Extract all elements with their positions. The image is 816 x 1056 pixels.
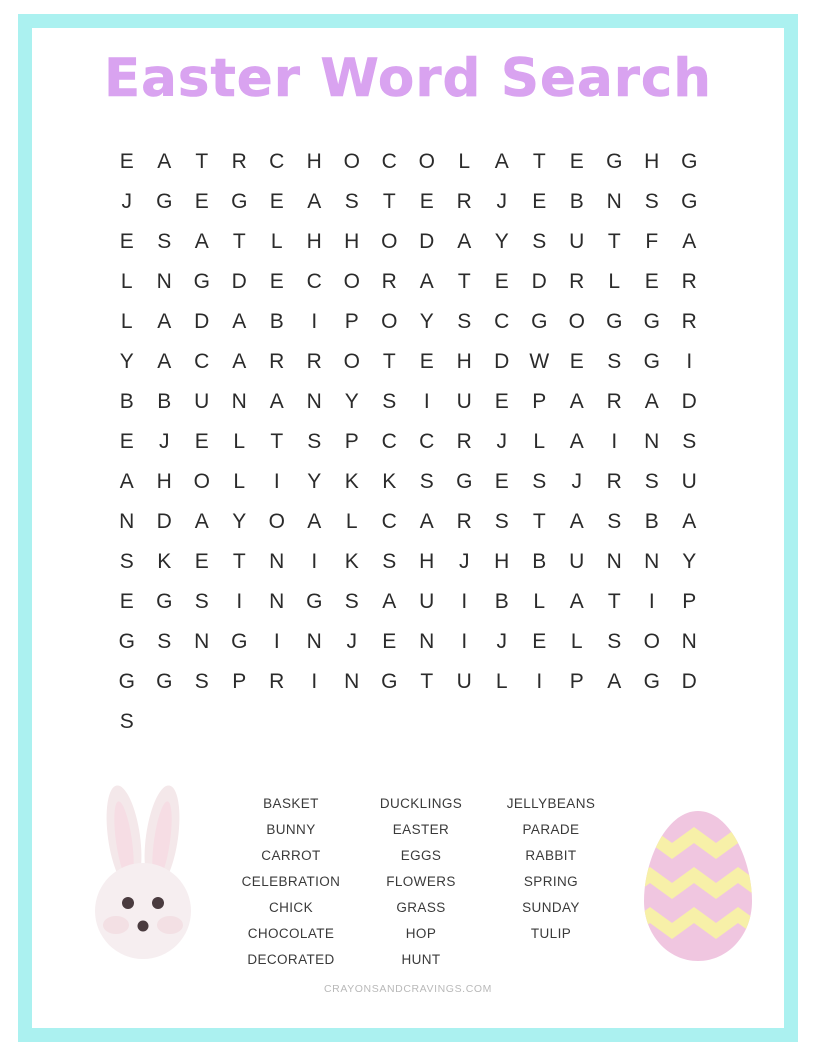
grid-cell: S	[607, 350, 622, 374]
grid-cell: S	[119, 550, 134, 574]
grid-cell: A	[607, 670, 622, 694]
word-list-item: DECORATED	[247, 952, 335, 968]
grid-cell: R	[569, 270, 585, 294]
grid-cell: S	[457, 310, 472, 334]
grid-cell: G	[156, 590, 173, 614]
grid-cell: I	[461, 630, 468, 654]
grid-cell: G	[381, 670, 398, 694]
grid-cell: N	[269, 550, 285, 574]
grid-cell: S	[682, 430, 697, 454]
grid-cell: N	[419, 630, 435, 654]
grid-cell: T	[607, 230, 621, 254]
grid-cell: A	[682, 230, 697, 254]
grid-cell: J	[159, 430, 170, 454]
word-list-item: HUNT	[401, 952, 441, 968]
grid-cell: E	[644, 270, 659, 294]
grid-cell: G	[156, 190, 173, 214]
word-list	[226, 791, 616, 973]
grid-cell: J	[346, 630, 357, 654]
grid-cell: G	[643, 670, 660, 694]
word-list-item: BASKET	[263, 796, 319, 812]
grid-cell: T	[232, 550, 246, 574]
word-list-item: CHOCOLATE	[247, 926, 335, 942]
credit-text: CRAYONSANDCRAVINGS.COM	[324, 983, 492, 996]
grid-cell: E	[382, 630, 397, 654]
grid-cell: C	[381, 510, 397, 534]
grid-cell: Y	[307, 470, 322, 494]
grid-cell: E	[494, 470, 509, 494]
grid-cell: T	[195, 150, 209, 174]
grid-cell: S	[419, 470, 434, 494]
word-list-item: EGGS	[400, 848, 442, 864]
grid-cell: G	[606, 150, 623, 174]
grid-cell: H	[644, 150, 660, 174]
grid-cell: G	[231, 630, 248, 654]
grid-cell: O	[268, 510, 285, 534]
grid-cell: I	[273, 470, 280, 494]
grid-cell: A	[307, 190, 322, 214]
grid-cell: T	[232, 230, 246, 254]
grid-cell: B	[644, 510, 659, 534]
grid-cell: H	[419, 550, 435, 574]
grid-cell: N	[344, 670, 360, 694]
grid-cell: S	[194, 590, 209, 614]
grid-cell: D	[194, 310, 210, 334]
grid-cell: Y	[344, 390, 359, 414]
grid-cell: H	[306, 150, 322, 174]
grid-cell: U	[456, 390, 472, 414]
grid-cell: G	[231, 190, 248, 214]
grid-cell: N	[606, 190, 622, 214]
grid-cell: P	[344, 310, 359, 334]
grid-cell: S	[157, 230, 172, 254]
grid-cell: E	[194, 550, 209, 574]
word-list-item: GRASS	[396, 900, 446, 916]
grid-cell: R	[606, 390, 622, 414]
grid-cell: F	[645, 230, 659, 254]
grid-cell: N	[644, 550, 660, 574]
grid-cell: A	[569, 510, 584, 534]
grid-cell: P	[569, 670, 584, 694]
grid-cell: S	[344, 190, 359, 214]
grid-cell: J	[496, 630, 507, 654]
grid-cell: E	[269, 190, 284, 214]
grid-cell: Y	[682, 550, 697, 574]
grid-cell: E	[119, 590, 134, 614]
grid-cell: L	[458, 150, 471, 174]
grid-cell: P	[682, 590, 697, 614]
easter-egg-illustration	[638, 809, 758, 964]
grid-cell: C	[494, 310, 510, 334]
grid-cell: C	[381, 150, 397, 174]
grid-cell: R	[456, 510, 472, 534]
grid-cell: R	[606, 470, 622, 494]
grid-cell: O	[381, 310, 398, 334]
grid-cell: D	[681, 670, 697, 694]
grid-cell: B	[157, 390, 172, 414]
grid-cell: O	[381, 230, 398, 254]
grid-cell: A	[419, 270, 434, 294]
grid-cell: E	[269, 270, 284, 294]
grid-cell: S	[607, 630, 622, 654]
word-list-item: TULIP	[530, 926, 572, 942]
grid-cell: L	[345, 510, 358, 534]
grid-cell: I	[611, 430, 618, 454]
grid-cell: D	[531, 270, 547, 294]
grid-cell: B	[569, 190, 584, 214]
word-list-item: SPRING	[523, 874, 579, 890]
grid-cell: T	[607, 590, 621, 614]
grid-cell: Y	[494, 230, 509, 254]
grid-cell: I	[273, 630, 280, 654]
grid-cell: T	[420, 670, 434, 694]
grid-cell: A	[382, 590, 397, 614]
grid-cell: I	[311, 550, 318, 574]
grid-cell: H	[344, 230, 360, 254]
page-title: Easter Word Search	[103, 48, 713, 109]
grid-cell: J	[496, 190, 507, 214]
grid-cell: A	[307, 510, 322, 534]
word-list-item: JELLYBEANS	[506, 796, 596, 812]
grid-cell: L	[120, 270, 133, 294]
grid-cell: A	[157, 350, 172, 374]
grid-cell: I	[461, 590, 468, 614]
bottom-section	[46, 779, 770, 996]
grid-cell: A	[157, 310, 172, 334]
grid-cell: E	[194, 190, 209, 214]
grid-cell: D	[419, 230, 435, 254]
grid-cell: D	[681, 390, 697, 414]
grid-cell: Y	[419, 310, 434, 334]
grid-cell: R	[456, 430, 472, 454]
word-list-column	[226, 791, 356, 973]
grid-cell: P	[532, 390, 547, 414]
grid-cell: U	[456, 670, 472, 694]
grid-cell: J	[459, 550, 470, 574]
grid-cell: E	[494, 390, 509, 414]
grid-cell: A	[232, 350, 247, 374]
grid-cell: S	[532, 230, 547, 254]
bunny-illustration	[76, 779, 211, 969]
word-list-item: CARROT	[261, 848, 321, 864]
grid-cell: L	[533, 430, 546, 454]
grid-cell: Y	[119, 350, 134, 374]
grid-cell: L	[233, 470, 246, 494]
grid-cell: G	[606, 310, 623, 334]
grid-cell: O	[343, 270, 360, 294]
grid-cell: A	[194, 510, 209, 534]
grid-cell: G	[193, 270, 210, 294]
grid-cell: R	[456, 190, 472, 214]
grid-cell: B	[532, 550, 547, 574]
grid-cell: E	[494, 270, 509, 294]
grid-cell: I	[686, 350, 693, 374]
grid-cell: H	[456, 350, 472, 374]
grid-cell: A	[119, 470, 134, 494]
grid-cell: A	[569, 430, 584, 454]
grid-cell: A	[194, 230, 209, 254]
grid-cell: O	[643, 630, 660, 654]
grid-cell: E	[419, 190, 434, 214]
grid-cell: L	[270, 230, 283, 254]
grid-cell: H	[156, 470, 172, 494]
grid-cell: A	[569, 590, 584, 614]
grid-cell: S	[119, 710, 134, 734]
grid-cell: G	[156, 670, 173, 694]
grid-cell: B	[119, 390, 134, 414]
grid-cell: N	[644, 430, 660, 454]
grid-cell: E	[569, 150, 584, 174]
grid-cell: U	[569, 550, 585, 574]
grid-cell: L	[608, 270, 621, 294]
grid-cell: G	[681, 150, 698, 174]
grid-cell: E	[119, 150, 134, 174]
grid-cell: K	[344, 470, 359, 494]
grid-cell: S	[644, 190, 659, 214]
grid-cell: K	[157, 550, 172, 574]
grid-cell: E	[194, 430, 209, 454]
grid-cell: K	[344, 550, 359, 574]
grid-cell: T	[532, 510, 546, 534]
grid-cell: Y	[232, 510, 247, 534]
grid-cell: P	[232, 670, 247, 694]
grid-cell: N	[156, 270, 172, 294]
grid-cell: I	[536, 670, 543, 694]
grid-cell: U	[194, 390, 210, 414]
grid-cell: I	[311, 310, 318, 334]
grid-cell: D	[156, 510, 172, 534]
grid-cell: C	[381, 430, 397, 454]
grid-cell: S	[607, 510, 622, 534]
grid-cell: A	[419, 510, 434, 534]
grid-cell: A	[457, 230, 472, 254]
grid-cell: T	[457, 270, 471, 294]
grid-cell: J	[571, 470, 582, 494]
grid-cell: H	[306, 230, 322, 254]
grid-cell: P	[344, 430, 359, 454]
grid-cell: U	[569, 230, 585, 254]
grid-cell: N	[194, 630, 210, 654]
grid-cell: E	[569, 350, 584, 374]
grid-cell: G	[643, 350, 660, 374]
grid-cell: B	[494, 590, 509, 614]
grid-cell: L	[570, 630, 583, 654]
grid-cell: A	[232, 310, 247, 334]
grid-cell: I	[648, 590, 655, 614]
word-list-item: CELEBRATION	[241, 874, 341, 890]
grid-cell: A	[157, 150, 172, 174]
grid-cell: S	[494, 510, 509, 534]
word-list-item: SUNDAY	[522, 900, 580, 916]
grid-cell: D	[494, 350, 510, 374]
grid-cell: U	[419, 590, 435, 614]
grid-cell: T	[270, 430, 284, 454]
grid-cell: K	[382, 470, 397, 494]
page-content	[46, 40, 770, 1016]
grid-cell: C	[269, 150, 285, 174]
grid-cell: A	[494, 150, 509, 174]
grid-cell: N	[269, 590, 285, 614]
grid-cell: O	[418, 150, 435, 174]
grid-cell: J	[496, 430, 507, 454]
grid-cell: U	[681, 470, 697, 494]
grid-cell: C	[419, 430, 435, 454]
grid-cell: O	[568, 310, 585, 334]
grid-cell: G	[306, 590, 323, 614]
grid-cell: L	[120, 310, 133, 334]
grid-cell: S	[157, 630, 172, 654]
grid-cell: S	[344, 590, 359, 614]
grid-cell: T	[382, 350, 396, 374]
grid-cell: O	[343, 150, 360, 174]
grid-cell: I	[423, 390, 430, 414]
grid-cell: S	[644, 470, 659, 494]
grid-cell: W	[529, 350, 550, 374]
grid-cell: A	[644, 390, 659, 414]
word-list-item: HOP	[405, 926, 437, 942]
word-list-column	[356, 791, 486, 973]
grid-cell: G	[118, 670, 135, 694]
word-list-item: CHICK	[268, 900, 313, 916]
grid-cell: R	[681, 270, 697, 294]
grid-cell: N	[119, 510, 135, 534]
grid-cell: S	[194, 670, 209, 694]
grid-cell: R	[269, 670, 285, 694]
grid-cell: S	[532, 470, 547, 494]
grid-cell: A	[269, 390, 284, 414]
grid-cell: C	[194, 350, 210, 374]
grid-cell: E	[119, 430, 134, 454]
grid-cell: J	[121, 190, 132, 214]
grid-cell: E	[419, 350, 434, 374]
grid-cell: R	[231, 150, 247, 174]
word-list-column	[486, 791, 616, 973]
word-list-item: PARADE	[522, 822, 580, 838]
word-list-item: FLOWERS	[386, 874, 456, 890]
grid-cell: G	[118, 630, 135, 654]
grid-cell: R	[681, 310, 697, 334]
grid-cell: G	[456, 470, 473, 494]
grid-cell: I	[236, 590, 243, 614]
grid-cell: N	[231, 390, 247, 414]
grid-cell: N	[306, 630, 322, 654]
grid-cell: H	[494, 550, 510, 574]
grid-cell: R	[269, 350, 285, 374]
word-search-grid	[108, 150, 708, 733]
word-list-item: EASTER	[392, 822, 450, 838]
grid-cell: R	[306, 350, 322, 374]
grid-cell: G	[681, 190, 698, 214]
word-list-item: BUNNY	[266, 822, 316, 838]
grid-cell: T	[532, 150, 546, 174]
grid-cell: B	[269, 310, 284, 334]
grid-cell: N	[606, 550, 622, 574]
grid-cell: O	[193, 470, 210, 494]
grid-cell: L	[495, 670, 508, 694]
grid-cell: L	[233, 430, 246, 454]
grid-cell: A	[569, 390, 584, 414]
grid-cell: O	[343, 350, 360, 374]
grid-cell: N	[306, 390, 322, 414]
grid-cell: L	[533, 590, 546, 614]
grid-cell: D	[231, 270, 247, 294]
grid-cell: S	[307, 430, 322, 454]
grid-cell: E	[119, 230, 134, 254]
grid-cell: I	[311, 670, 318, 694]
grid-cell: N	[681, 630, 697, 654]
grid-cell: C	[306, 270, 322, 294]
grid-cell: R	[381, 270, 397, 294]
grid-cell: S	[382, 390, 397, 414]
word-list-item: DUCKLINGS	[379, 796, 463, 812]
grid-cell: S	[382, 550, 397, 574]
grid-cell: G	[531, 310, 548, 334]
grid-cell: T	[382, 190, 396, 214]
grid-cell: A	[682, 510, 697, 534]
word-list-item: RABBIT	[525, 848, 577, 864]
grid-cell: E	[532, 630, 547, 654]
grid-cell: G	[643, 310, 660, 334]
grid-cell: E	[532, 190, 547, 214]
